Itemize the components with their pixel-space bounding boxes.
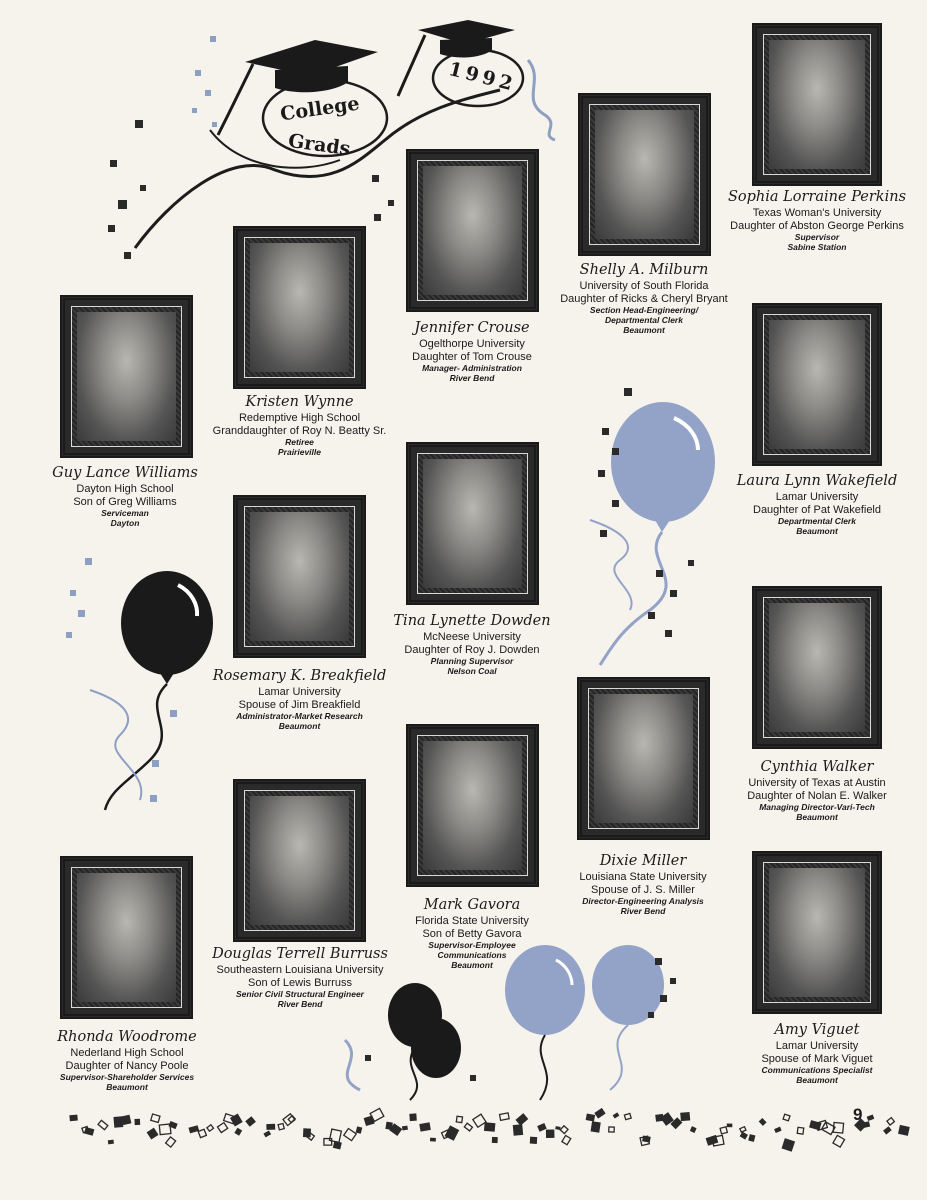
portrait-photo [250,512,349,641]
confetti-piece [456,1116,462,1122]
confetti-piece [217,1123,227,1133]
portrait-frame [752,23,882,186]
graduate-relation: Daughter of Pat Wakefield [753,503,881,516]
portrait-photo [77,312,176,441]
graduate-location: Beaumont [796,812,838,822]
portrait-photo [769,603,865,732]
confetti-piece [680,1112,690,1121]
confetti-piece [833,1135,845,1147]
graduate-caption [40,464,210,528]
confetti-piece [69,1115,77,1122]
confetti-piece [740,1132,748,1140]
graduate-caption [197,393,402,457]
graduate-job: Managing Director-Vari-Tech [759,802,875,812]
graduate-caption [727,758,907,822]
graduate-relation: Spouse of Mark Viguet [761,1052,873,1065]
title-college: College [278,92,361,126]
confetti-piece [329,1129,341,1142]
confetti-piece [759,1118,767,1126]
graduate-location: Beaumont [451,960,493,970]
graduate-name: Shelly A. Milburn [579,262,709,278]
graduate-job: Communications Specialist [761,1065,873,1075]
confetti-piece [464,1123,472,1131]
confetti-piece [594,1108,605,1119]
graduate-name: Dixie Miller [599,853,687,869]
graduate-name: Sophia Lorraine Perkins [727,189,907,205]
portrait-photo [595,110,694,239]
portrait-photo [423,166,522,295]
portrait-frame [752,851,882,1014]
confetti-piece [624,1113,631,1119]
portrait-frame [233,495,366,658]
graduate-job: Senior Civil Structural Engineer [235,989,364,999]
graduate-caption [37,1028,217,1092]
graduate-relation: Son of Betty Gavora [422,927,522,940]
portrait-photo [769,868,865,997]
confetti-piece [492,1137,498,1143]
confetti-piece [562,1135,571,1144]
graduate-location: Beaumont [106,1082,148,1092]
graduate-caption [382,319,562,383]
confetti-piece [867,1115,875,1121]
balloon-icon [590,402,715,665]
confetti-piece [356,1126,363,1133]
confetti-piece [546,1129,555,1138]
graduate-location: River Bend [277,999,323,1009]
confetti-piece [591,1121,601,1132]
confetti-piece [245,1116,256,1127]
graduate-school: Ogelthorpe University [419,338,525,350]
graduate-school: Lamar University [775,1040,859,1052]
confetti-piece [782,1138,796,1152]
graduate-name: Kristen Wynne [245,394,354,410]
graduate-job: Manager- Administration [422,363,522,373]
graduate-name: Tina Lynette Dowden [393,613,551,629]
confetti-piece [484,1122,495,1132]
graduate-school: Nederland High School [70,1047,184,1059]
confetti-piece [513,1124,523,1135]
graduate-location: Sabine Station [787,242,847,252]
graduate-school: Louisiana State University [579,871,707,883]
graduate-name: Douglas Terrell Burruss [212,946,388,962]
graduate-caption [397,896,547,970]
graduate-relation: Daughter of Nolan E. Walker [747,789,887,802]
portrait-frame [60,295,193,458]
graduate-relation: Son of Lewis Burruss [248,976,352,989]
graduate-location: River Bend [449,373,495,383]
graduate-location: Beaumont [796,1075,838,1085]
confetti-piece [720,1127,727,1134]
portrait-photo [594,694,693,823]
confetti-piece [198,1129,206,1137]
graduate-school: Southeastern Louisiana University [216,964,384,976]
graduate-relation: Son of Greg Williams [73,495,177,508]
confetti-piece [266,1124,275,1130]
graduate-name: Cynthia Walker [760,759,874,775]
graduate-job: Retiree [285,437,314,447]
graduate-relation: Spouse of Jim Breakfield [238,698,361,711]
portrait-frame [406,724,539,887]
portrait-frame [406,442,539,605]
portrait-photo [769,40,865,169]
graduate-job: Departmental Clerk [778,516,856,526]
graduate-relation: Granddaughter of Roy N. Beatty Sr. [212,424,387,437]
graduate-relation: Daughter of Ricks & Cheryl Bryant [560,292,728,305]
graduate-name: Guy Lance Williams [52,465,198,481]
portrait-frame [233,226,366,389]
graduate-location: Nelson Coal [447,666,497,676]
confetti-piece [430,1138,436,1142]
confetti-piece [883,1126,892,1134]
graduate-school: Lamar University [258,686,341,698]
portrait-frame [233,779,366,942]
blue-ribbon [528,60,555,140]
confetti-piece [84,1127,94,1136]
confetti-piece [324,1139,332,1146]
confetti-piece [402,1126,408,1131]
graduate-location: Beaumont [278,721,321,731]
title-year: 1992 [446,57,519,97]
graduate-caption [382,612,562,676]
graduate-location: Beaumont [796,526,838,536]
graduate-job: Supervisor-Shareholder Services [59,1072,195,1082]
confetti-piece [515,1113,528,1126]
graduate-caption [737,1021,897,1085]
graduate-name: Amy Viguet [774,1022,860,1038]
graduate-location: Prairieville [277,447,321,457]
graduate-location: Dayton [110,518,140,528]
graduate-school: Lamar University [775,491,859,503]
confetti-piece [898,1125,910,1136]
portrait-frame [578,93,711,256]
graduate-job: Administrator-Market Research [236,711,363,721]
confetti-piece [560,1126,568,1134]
confetti-piece [727,1123,733,1127]
confetti-cluster-blue [192,36,217,127]
confetti-piece [445,1125,460,1140]
confetti-piece [151,1114,160,1122]
graduate-relation: Daughter of Nancy Poole [65,1059,189,1072]
confetti-piece [98,1120,108,1129]
confetti-piece [234,1128,242,1136]
confetti-piece [740,1127,746,1132]
confetti-piece [690,1126,697,1133]
confetti-piece [642,1135,651,1142]
graduate-school: University of South Florida [579,280,709,292]
graduate-school: Redemptive High School [238,412,361,424]
portrait-photo [423,741,522,870]
graduate-job: Director-Engineering Analysis [582,896,704,906]
confetti-piece [473,1114,486,1127]
graduate-caption [558,852,728,916]
confetti-piece [108,1140,114,1145]
portrait-photo [423,459,522,588]
confetti-piece [774,1127,782,1133]
confetti-piece [409,1113,416,1121]
confetti-piece [134,1119,140,1125]
confetti-piece [613,1112,620,1118]
graduate-school: Florida State University [415,915,529,927]
graduate-relation: Spouse of J. S. Miller [591,883,695,896]
confetti-piece [364,1116,375,1127]
portrait-photo [769,320,865,449]
portrait-frame [577,677,710,840]
confetti-piece [344,1128,356,1140]
graduate-name: Rhonda Woodrome [57,1029,197,1045]
page-number: 9 [853,1105,863,1124]
confetti-piece [783,1114,790,1121]
graduate-caption [207,667,392,731]
portrait-frame [60,856,193,1019]
graduate-job: Serviceman [101,508,149,518]
confetti-piece [166,1137,176,1147]
portrait-frame [752,586,882,749]
graduate-caption [544,261,744,335]
graduate-relation: Daughter of Tom Crouse [412,350,532,363]
graduate-school: Texas Woman's University [752,207,882,219]
confetti-piece [147,1128,159,1140]
graduate-relation: Daughter of Roy J. Dowden [404,643,540,656]
graduate-name: Jennifer Crouse [414,320,530,336]
confetti-piece [609,1127,615,1132]
graduate-job: Supervisor [794,232,840,242]
confetti-piece [333,1141,342,1150]
confetti-piece [419,1122,431,1131]
confetti-piece [530,1137,538,1144]
confetti-piece [797,1127,804,1134]
graduate-name: Mark Gavora [423,897,521,913]
graduate-relation: Daughter of Abston George Perkins [730,219,904,232]
confetti-piece [500,1113,510,1120]
portrait-photo [77,873,176,1002]
confetti-piece [887,1118,894,1125]
graduate-job: Section Head-Engineering/ Departmental Clerk [589,305,699,325]
confetti-piece [748,1134,755,1142]
confetti-piece [586,1113,595,1121]
confetti-piece [537,1123,547,1132]
portrait-photo [250,796,349,925]
confetti-piece [288,1116,295,1123]
graduate-name: Laura Lynn Wakefield [736,473,898,489]
graduate-school: University of Texas at Austin [748,777,886,789]
graduate-caption [190,945,410,1009]
portrait-frame [406,149,539,312]
graduate-job: Planning Supervisor [430,656,514,666]
graduate-school: Dayton High School [76,483,174,495]
balloon-icon [90,571,213,810]
portrait-frame [752,303,882,466]
confetti-piece [207,1125,214,1132]
graduate-location: Beaumont [623,325,665,335]
graduate-name: Rosemary K. Breakfield [212,668,387,684]
graduate-job: Supervisor-Employee Communications [428,940,516,960]
graduate-school: McNeese University [423,631,521,643]
confetti-border [69,1108,909,1152]
graduate-caption [697,188,927,252]
confetti-piece [188,1125,199,1133]
confetti-piece [278,1123,284,1129]
title-grads: Grads [286,129,352,161]
graduate-location: River Bend [620,906,666,916]
graduate-caption [727,472,907,536]
portrait-photo [250,243,349,372]
confetti-piece [263,1130,271,1137]
